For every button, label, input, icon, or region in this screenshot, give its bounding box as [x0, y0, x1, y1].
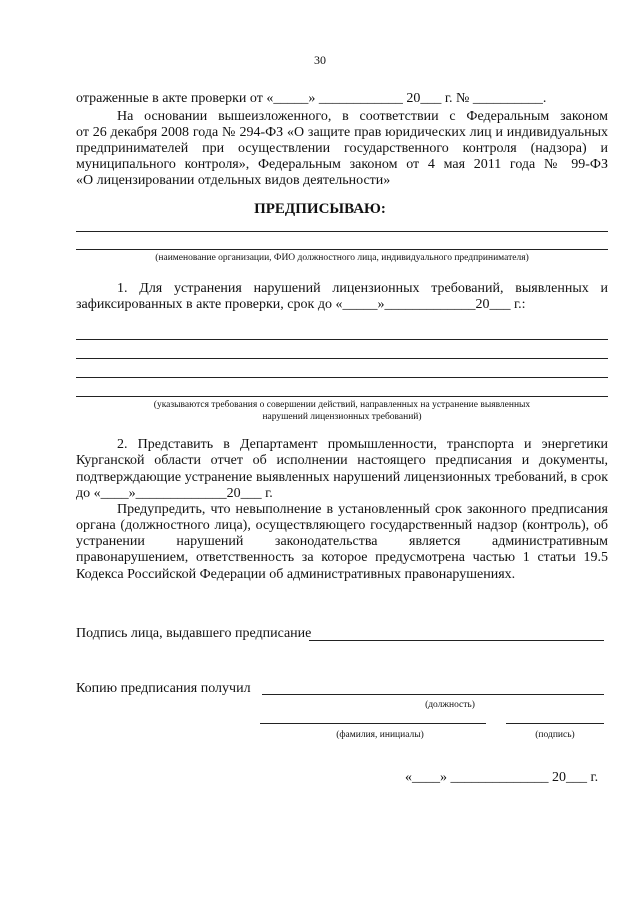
warning-line-2: органа (должностного лица), осуществляющего государственный надзор (контроль), об	[76, 518, 608, 533]
org-fill-line-1	[76, 231, 608, 232]
item-1-line-2: зафиксированных в акте проверки, срок до «_____»_____________20___ г.:	[76, 297, 526, 312]
basis-line-2: от 26 декабря 2008 года № 294-ФЗ «О защите прав юридических лиц и индивидуальных	[76, 125, 608, 140]
item-2-line-4: до «____»_____________20___ г.	[76, 486, 273, 501]
item-1-line-1: 1. Для устранения нарушений лицензионных требований, выявленных и	[117, 281, 608, 296]
signature-caption: (подпись)	[535, 730, 575, 740]
requirements-line-1	[76, 339, 608, 340]
basis-line-5: «О лицензировании отдельных видов деятельности»	[76, 173, 391, 188]
inspection-act-line: отраженные в акте проверки от «_____» ____________ 20___ г. № __________.	[76, 91, 547, 106]
heading-prescribe: ПРЕДПИСЫВАЮ:	[254, 201, 386, 217]
name-caption: (фамилия, инициалы)	[336, 730, 424, 740]
signature-line	[506, 723, 604, 724]
requirements-line-4	[76, 396, 608, 397]
item-2-line-2: Курганской области отчет об исполнении настоящего предписания и документы,	[76, 453, 608, 468]
warning-line-4: правонарушением, ответственность за которое предусмотрена частью 1 статьи 19.5	[76, 550, 608, 565]
position-caption: (должность)	[425, 700, 475, 710]
requirements-line-3	[76, 377, 608, 378]
requirements-line-2	[76, 358, 608, 359]
warning-line-3: устранении нарушений законодательства является административным	[76, 534, 608, 549]
copy-received-label: Копию предписания получил	[76, 681, 251, 696]
date-line: «____» ______________ 20___ г.	[405, 770, 599, 785]
requirements-caption-2: нарушений лицензионных требований)	[262, 412, 422, 422]
page-number: 30	[314, 53, 326, 67]
org-caption: (наименование организации, ФИО должностного лица, индивидуального предпринимателя)	[155, 253, 529, 263]
item-2-line-1: 2. Представить в Департамент промышленности, транспорта и энергетики	[117, 437, 608, 452]
name-line	[260, 723, 486, 724]
item-2-line-3: подтверждающие устранение выявленных нарушений лицензионных требований, в срок	[76, 470, 608, 485]
org-fill-line-2	[76, 249, 608, 250]
requirements-caption-1: (указываются требования о совершении действий, направленных на устранение выявленных	[153, 400, 531, 410]
basis-line-3: предпринимателей при осуществлении государственного контроля (надзора) и	[76, 141, 608, 156]
basis-line-4: муниципального контроля», Федеральным законом от 4 мая 2011 года № 99-ФЗ	[76, 157, 608, 172]
issuer-signature-line	[309, 640, 604, 641]
position-line	[262, 694, 604, 695]
warning-line-5: Кодекса Российской Федерации об административных правонарушениях.	[76, 567, 516, 582]
basis-line-1: На основании вышеизложенного, в соответствии с Федеральным законом	[117, 109, 608, 124]
issuer-signature-label: Подпись лица, выдавшего предписание	[76, 626, 312, 641]
warning-line-1: Предупредить, что невыполнение в установленный срок законного предписания	[117, 502, 608, 517]
